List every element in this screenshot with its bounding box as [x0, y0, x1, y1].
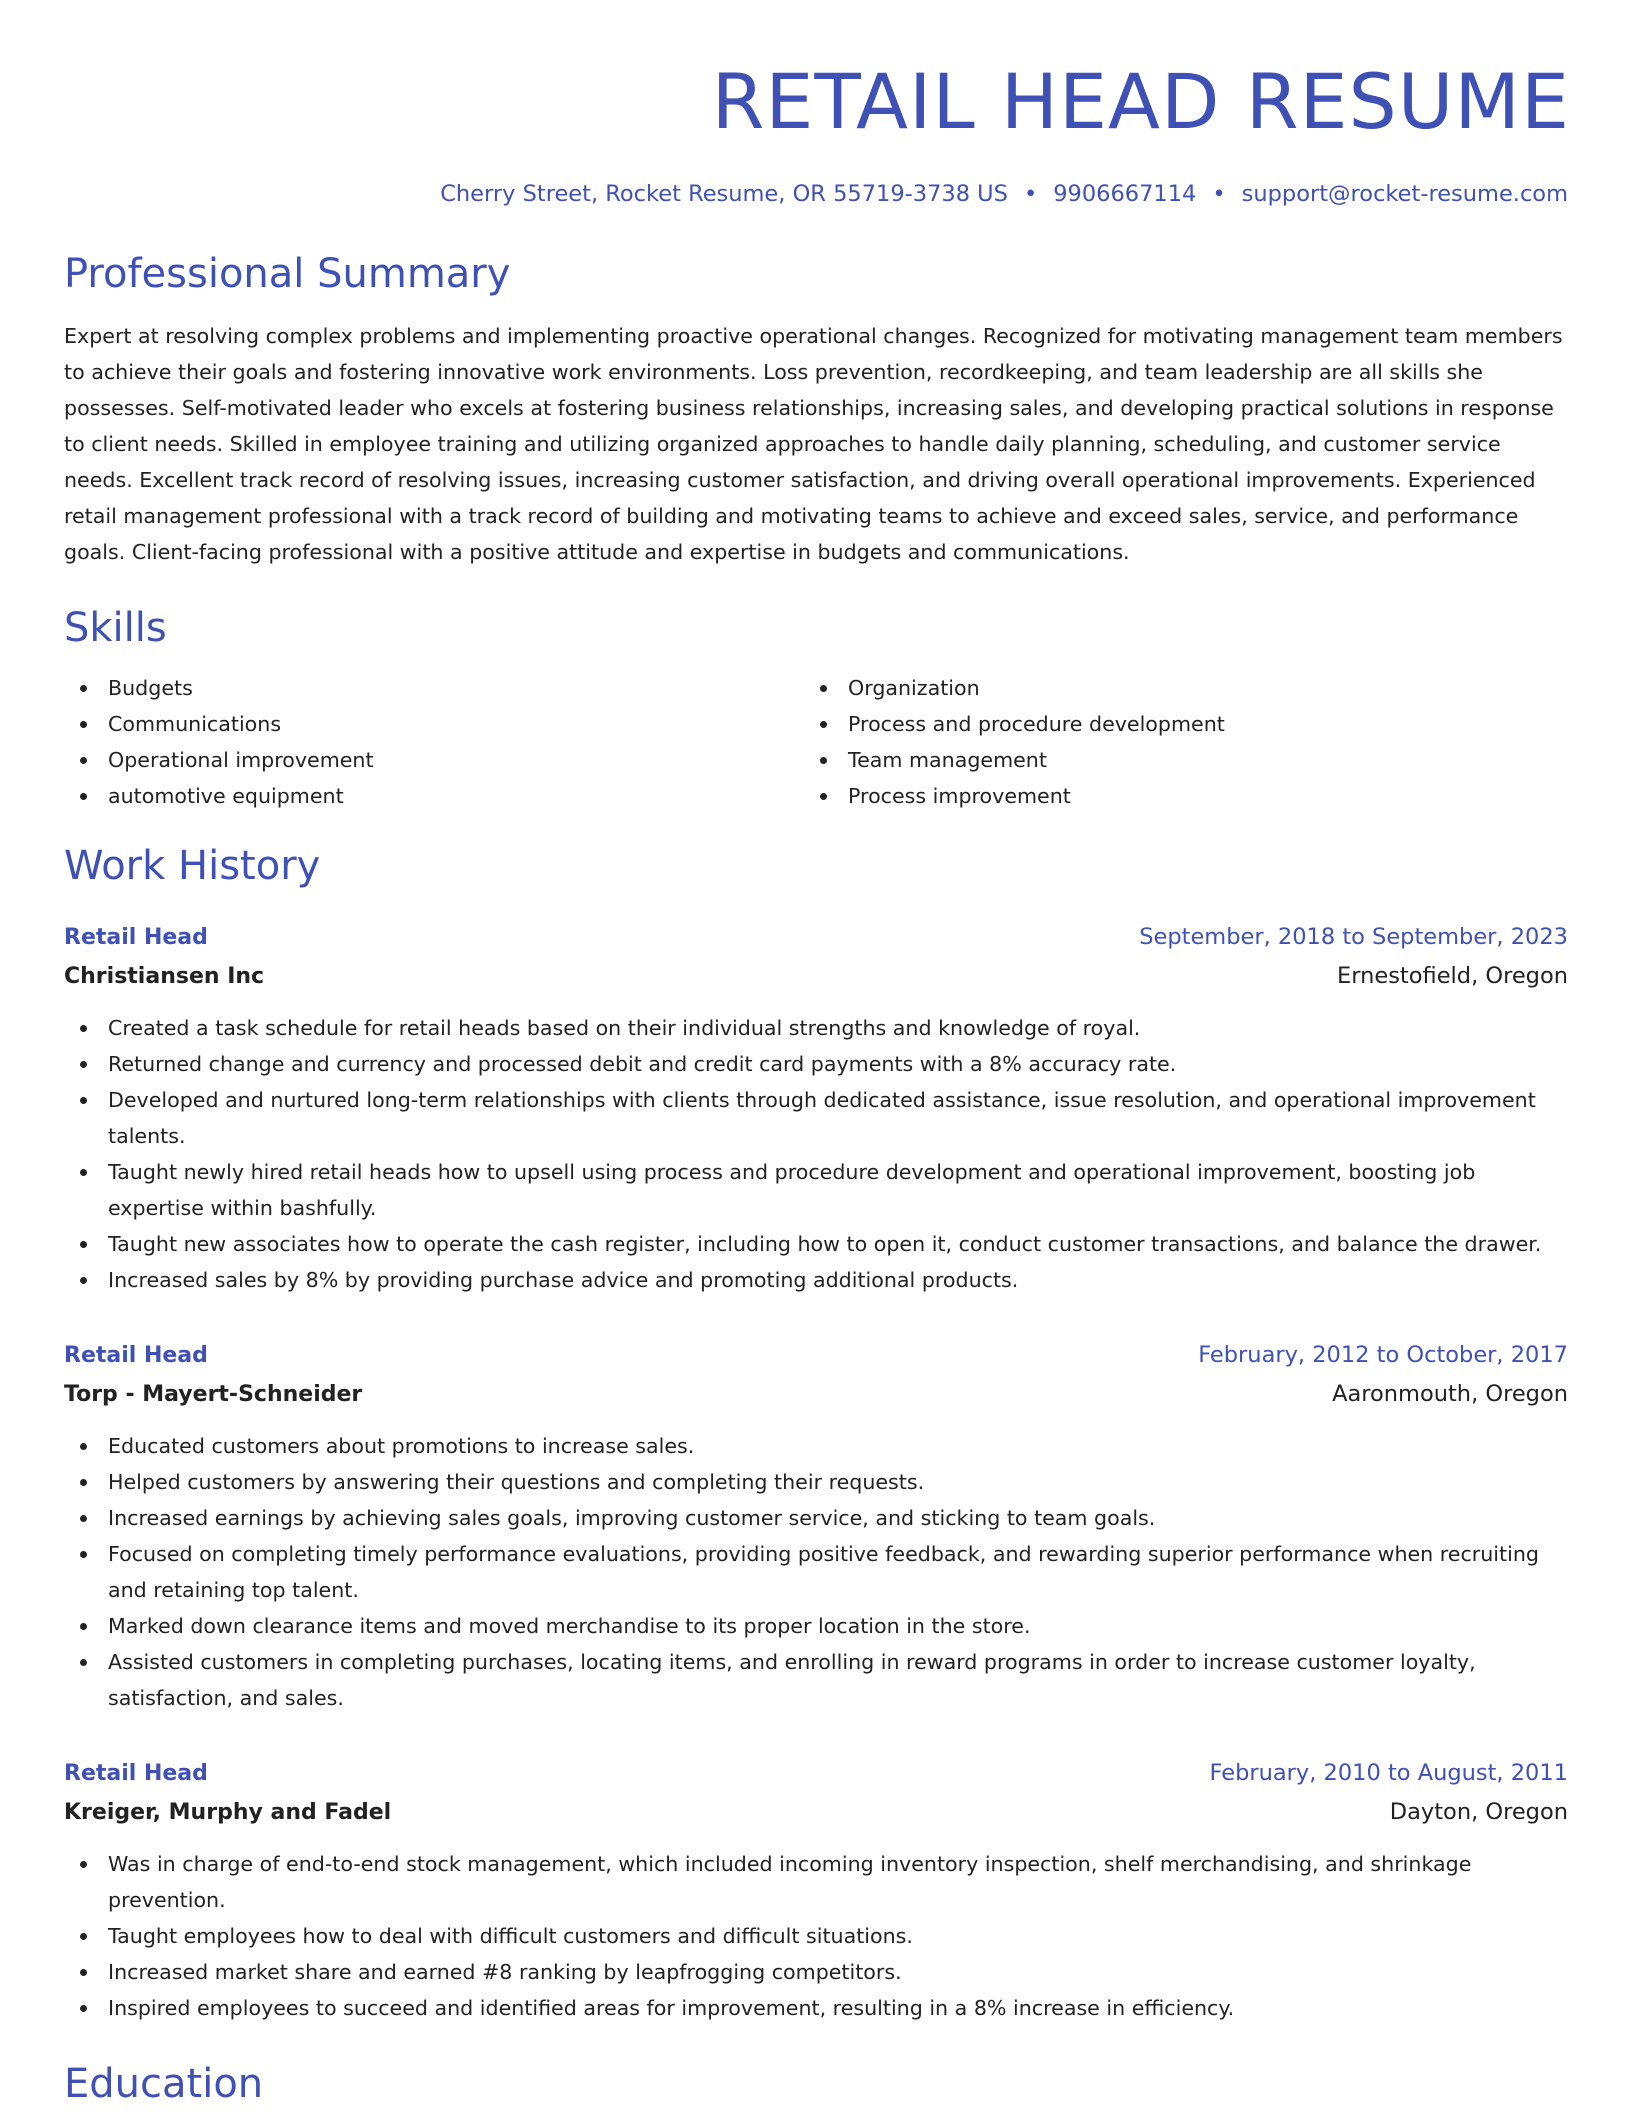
education-heading: Education: [64, 2061, 264, 2107]
job-bullets: [64, 1010, 1568, 1298]
job-bullet: Increased sales by 8% by providing purchase advice and promoting additional products.: [64, 1262, 1568, 1298]
contact-phone: 9906667114: [1053, 181, 1197, 207]
skills-column-left: [64, 670, 804, 814]
job-title: Retail Head: [64, 925, 208, 950]
contact-line: [64, 176, 1568, 212]
job-dates: February, 2010 to August, 2011: [1209, 1760, 1568, 1786]
job-bullet: Increased earnings by achieving sales goals, improving customer service, and sticking to team goals.: [64, 1500, 1568, 1536]
job-bullet: Increased market share and earned #8 ranking by leapfrogging competitors.: [64, 1954, 1568, 1990]
summary-text: Expert at resolving complex problems and implementing proactive operational changes. Recognized for motivating management team members to achieve their goals and fostering innovative work environments. Loss prevention, recordkeeping, and team leadership are all skills she possesses. Self-motivated leader who excels at fostering business relationships, increasing sales, and developing practical solutions in response to client needs. Skilled in employee training and utilizing organized approaches to handle daily planning, scheduling, and customer service needs. Excellent track record of resolving issues, increasing customer satisfaction, and driving overall operational improvements. Experienced retail management professional with a track record of building and motivating teams to achieve and exceed sales, service, and performance goals. Client-facing professional with a positive attitude and expertise in budgets and communications.: [64, 324, 1563, 564]
skill-item: automotive equipment: [64, 778, 804, 814]
job-bullets: [64, 1428, 1568, 1716]
skill-item: Operational improvement: [64, 742, 804, 778]
job-bullet: Created a task schedule for retail heads based on their individual strengths and knowledge of royal.: [64, 1010, 1568, 1046]
job-entry: [64, 918, 1568, 1298]
skill-item: Process improvement: [804, 778, 1544, 814]
job-bullet: Marked down clearance items and moved merchandise to its proper location in the store.: [64, 1608, 1568, 1644]
job-entry: [64, 1754, 1568, 2026]
job-dates: September, 2018 to September, 2023: [1139, 924, 1568, 950]
work-history-heading: Work History: [64, 843, 321, 889]
summary-heading: Professional Summary: [64, 251, 511, 297]
job-bullet: Inspired employees to succeed and identified areas for improvement, resulting in a 8% increase in efficiency.: [64, 1990, 1568, 2026]
job-bullet: Developed and nurtured long-term relationships with clients through dedicated assistance, issue resolution, and operational improvement talents.: [64, 1082, 1568, 1154]
job-bullet: Helped customers by answering their questions and completing their requests.: [64, 1464, 1568, 1500]
skills-column-right: [804, 670, 1544, 814]
job-title: Retail Head: [64, 1343, 208, 1368]
job-bullet: Returned change and currency and processed debit and credit card payments with a 8% accuracy rate.: [64, 1046, 1568, 1082]
contact-email: support@rocket-resume.com: [1241, 181, 1568, 207]
skill-item: Team management: [804, 742, 1544, 778]
contact-address: Cherry Street, Rocket Resume, OR 55719-3738 US: [440, 181, 1008, 207]
job-dates: February, 2012 to October, 2017: [1198, 1342, 1568, 1368]
job-company: Kreiger, Murphy and Fadel: [64, 1800, 392, 1825]
skills-heading: Skills: [64, 605, 167, 651]
skill-item: Process and procedure development: [804, 706, 1544, 742]
job-bullet: Assisted customers in completing purchases, locating items, and enrolling in reward programs in order to increase customer loyalty, satisfaction, and sales.: [64, 1644, 1568, 1716]
contact-separator: •: [1023, 181, 1038, 207]
skill-item: Organization: [804, 670, 1544, 706]
job-bullet: Focused on completing timely performance evaluations, providing positive feedback, and rewarding superior performance when recruiting and retaining top talent.: [64, 1536, 1568, 1608]
job-entry: [64, 1336, 1568, 1716]
skill-item: Budgets: [64, 670, 804, 706]
job-location: Aaronmouth, Oregon: [1332, 1381, 1568, 1407]
job-bullet: Taught newly hired retail heads how to upsell using process and procedure development and operational improvement, boosting job expertise within bashfully.: [64, 1154, 1568, 1226]
contact-separator: •: [1212, 181, 1226, 207]
job-title: Retail Head: [64, 1761, 208, 1786]
job-location: Ernestofield, Oregon: [1337, 963, 1568, 989]
job-bullet: Educated customers about promotions to increase sales.: [64, 1428, 1568, 1464]
skill-item: Communications: [64, 706, 804, 742]
job-bullet: Taught employees how to deal with difficult customers and difficult situations.: [64, 1918, 1568, 1954]
job-company: Torp - Mayert-Schneider: [64, 1382, 363, 1407]
skills-list: [64, 670, 1568, 814]
job-bullet: Was in charge of end-to-end stock management, which included incoming inventory inspection, shelf merchandising, and shrinkage prevention.: [64, 1846, 1568, 1918]
job-company: Christiansen Inc: [64, 964, 265, 989]
job-location: Dayton, Oregon: [1389, 1799, 1568, 1825]
job-bullets: [64, 1846, 1568, 2026]
job-bullet: Taught new associates how to operate the cash register, including how to open it, conduct customer transactions, and balance the drawer.: [64, 1226, 1568, 1262]
resume-title: RETAIL HEAD RESUME: [711, 57, 1570, 146]
